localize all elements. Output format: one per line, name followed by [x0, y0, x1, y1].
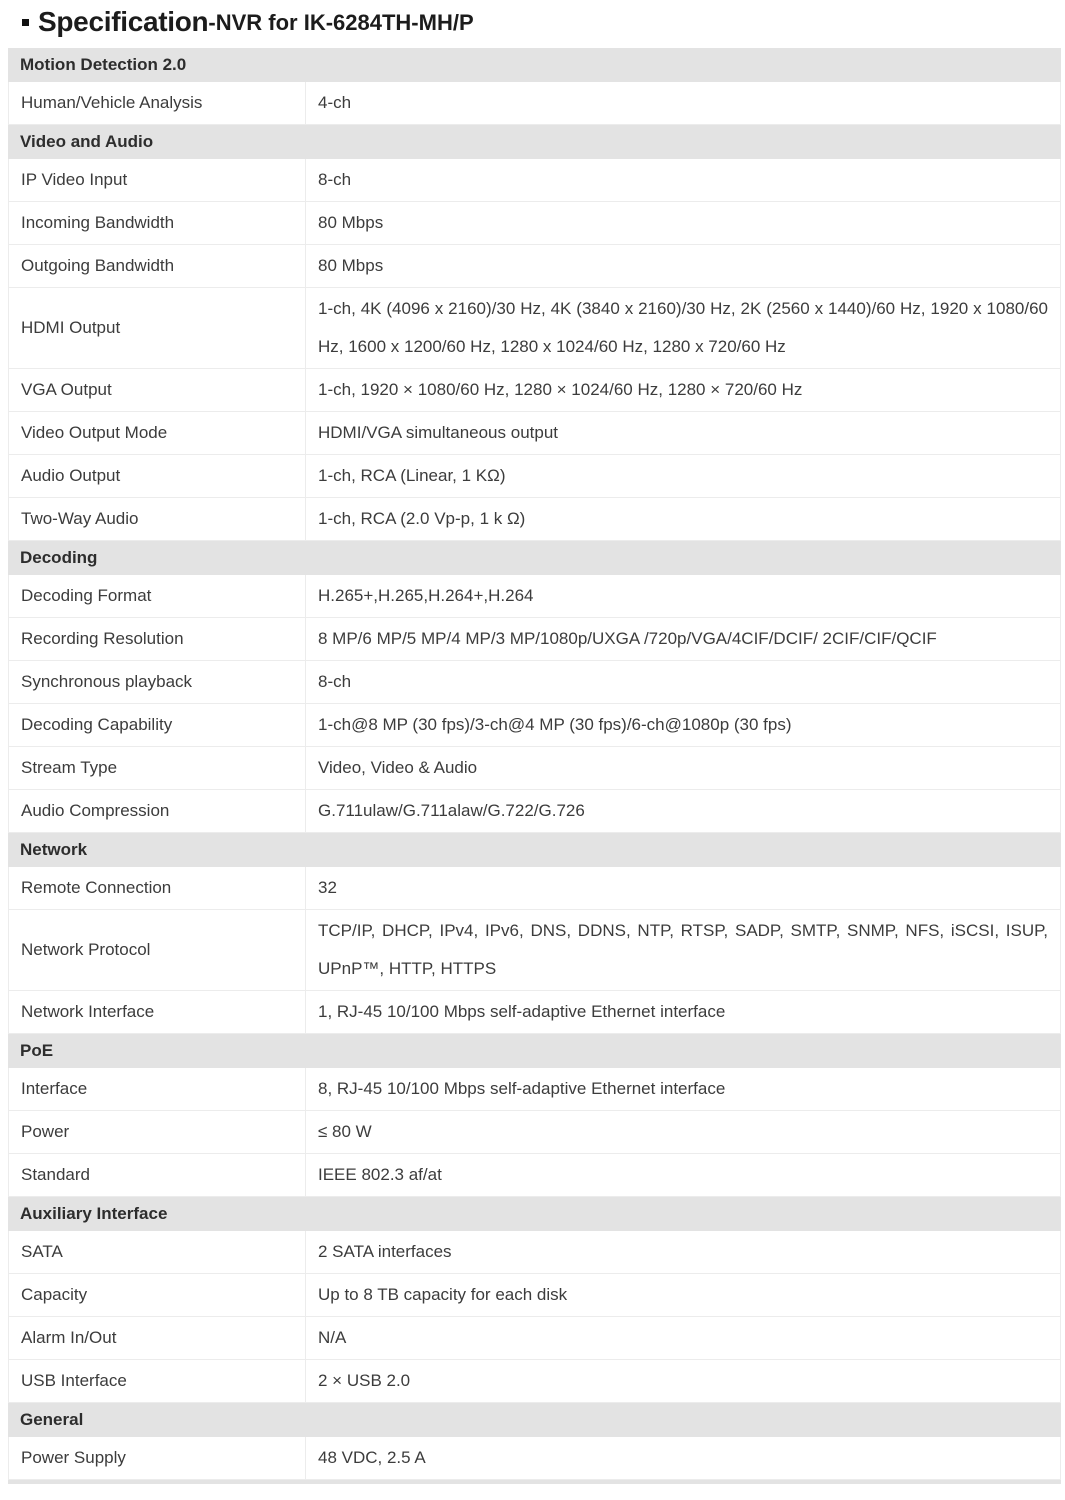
spec-label: Interface: [9, 1068, 306, 1110]
spec-value: 80 Mbps: [318, 213, 384, 233]
spec-row: [9, 498, 1060, 541]
spec-value: 8, RJ-45 10/100 Mbps self-adaptive Ethernet interface: [318, 1079, 726, 1099]
spec-value: ≤ 80 W: [318, 1122, 372, 1142]
spec-value: 1-ch@8 MP (30 fps)/3-ch@4 MP (30 fps)/6-ch@1080p (30 fps): [318, 715, 792, 735]
spec-label: Audio Compression: [9, 790, 306, 832]
spec-label: Remote Connection: [9, 867, 306, 909]
spec-label: IP Video Input: [9, 159, 306, 201]
spec-row: [9, 245, 1060, 288]
section-header: PoE: [8, 1034, 1061, 1068]
spec-label: VGA Output: [9, 369, 306, 411]
spec-value: IEEE 802.3 af/at: [318, 1165, 442, 1185]
spec-value: 1, RJ-45 10/100 Mbps self-adaptive Ethernet interface: [318, 1002, 726, 1022]
section-header: Auxiliary Interface: [8, 1197, 1061, 1231]
spec-label: Outgoing Bandwidth: [9, 245, 306, 287]
spec-row: [9, 747, 1060, 790]
spec-value: 4-ch: [318, 93, 352, 113]
spec-label: Power: [9, 1111, 306, 1153]
spec-row: [9, 1154, 1060, 1197]
spec-row: [9, 202, 1060, 245]
spec-row: [9, 1360, 1060, 1403]
spec-value: 32: [318, 878, 337, 898]
spec-label: Video Output Mode: [9, 412, 306, 454]
spec-row: [9, 412, 1060, 455]
spec-label: SATA: [9, 1231, 306, 1273]
spec-value: 8 MP/6 MP/5 MP/4 MP/3 MP/1080p/UXGA /720p/VGA/4CIF/DCIF/ 2CIF/CIF/QCIF: [318, 629, 937, 649]
spec-value: 80 Mbps: [318, 256, 384, 276]
spec-value: HDMI/VGA simultaneous output: [318, 423, 559, 443]
spec-row: [9, 991, 1060, 1034]
spec-row: [9, 1231, 1060, 1274]
spec-label: Network Interface: [9, 991, 306, 1033]
spec-value: 1-ch, 1920 × 1080/60 Hz, 1280 × 1024/60 Hz, 1280 × 720/60 Hz: [318, 380, 803, 400]
spec-label: Audio Output: [9, 455, 306, 497]
spec-value: 2 × USB 2.0: [318, 1371, 411, 1391]
spec-value: 1-ch, 4K (4096 x 2160)/30 Hz, 4K (3840 x 2160)/30 Hz, 2K (2560 x 1440)/60 Hz, 1920 x 1080/60 Hz, 1600 x 1200/60 Hz, 1280 x 1024/60 Hz, 1280 x 720/60 Hz: [318, 299, 1048, 357]
spec-value: N/A: [318, 1328, 347, 1348]
spec-label: Network Protocol: [9, 910, 306, 990]
section-header: General: [8, 1403, 1061, 1437]
spec-label: Human/Vehicle Analysis: [9, 82, 306, 124]
section-header: Decoding: [8, 541, 1061, 575]
spec-value: 1-ch, RCA (Linear, 1 KΩ): [318, 466, 506, 486]
spec-row: [9, 82, 1060, 125]
spec-row: [9, 369, 1060, 412]
section-header: Network: [8, 833, 1061, 867]
square-bullet-icon: [22, 19, 29, 26]
spec-value: 8-ch: [318, 672, 352, 692]
spec-value: G.711ulaw/G.711alaw/G.722/G.726: [318, 801, 585, 821]
spec-label: Recording Resolution: [9, 618, 306, 660]
next-section-cutoff: [8, 1480, 1061, 1484]
title-main: Specification: [38, 6, 209, 37]
section-header: Motion Detection 2.0: [8, 48, 1061, 82]
page-title: [8, 8, 1061, 36]
spec-value: H.265+,H.265,H.264+,H.264: [318, 586, 534, 606]
spec-label: Power Supply: [9, 1437, 306, 1479]
spec-row: [9, 455, 1060, 498]
spec-row: [9, 661, 1060, 704]
spec-row: [9, 1437, 1060, 1480]
section-header: Video and Audio: [8, 125, 1061, 159]
spec-row: [9, 618, 1060, 661]
spec-label: Alarm In/Out: [9, 1317, 306, 1359]
spec-row: [9, 288, 1060, 369]
spec-row: [9, 704, 1060, 747]
spec-row: [9, 910, 1060, 991]
spec-row: [9, 159, 1060, 202]
spec-row: [9, 1317, 1060, 1360]
spec-row: [9, 867, 1060, 910]
spec-row: [9, 790, 1060, 833]
spec-label: HDMI Output: [9, 288, 306, 368]
spec-row: [9, 1274, 1060, 1317]
spec-value: Up to 8 TB capacity for each disk: [318, 1285, 568, 1305]
spec-label: Decoding Format: [9, 575, 306, 617]
spec-row: [9, 1111, 1060, 1154]
title-suffix: -NVR for IK-6284TH-MH/P: [208, 10, 474, 35]
spec-value: 1-ch, RCA (2.0 Vp-p, 1 k Ω): [318, 509, 526, 529]
spec-label: Synchronous playback: [9, 661, 306, 703]
spec-label: Standard: [9, 1154, 306, 1196]
spec-value: Video, Video & Audio: [318, 758, 478, 778]
spec-table: [8, 48, 1061, 1480]
spec-row: [9, 1068, 1060, 1111]
spec-value: 2 SATA interfaces: [318, 1242, 452, 1262]
spec-value: 8-ch: [318, 170, 352, 190]
spec-label: Two-Way Audio: [9, 498, 306, 540]
spec-label: USB Interface: [9, 1360, 306, 1402]
spec-label: Incoming Bandwidth: [9, 202, 306, 244]
spec-label: Capacity: [9, 1274, 306, 1316]
spec-value: 48 VDC, 2.5 A: [318, 1448, 426, 1468]
spec-row: [9, 575, 1060, 618]
spec-value: TCP/IP, DHCP, IPv4, IPv6, DNS, DDNS, NTP, RTSP, SADP, SMTP, SNMP, NFS, iSCSI, ISUP, UPnP™, HTTP, HTTPS: [318, 921, 1048, 979]
spec-label: Decoding Capability: [9, 704, 306, 746]
spec-label: Stream Type: [9, 747, 306, 789]
